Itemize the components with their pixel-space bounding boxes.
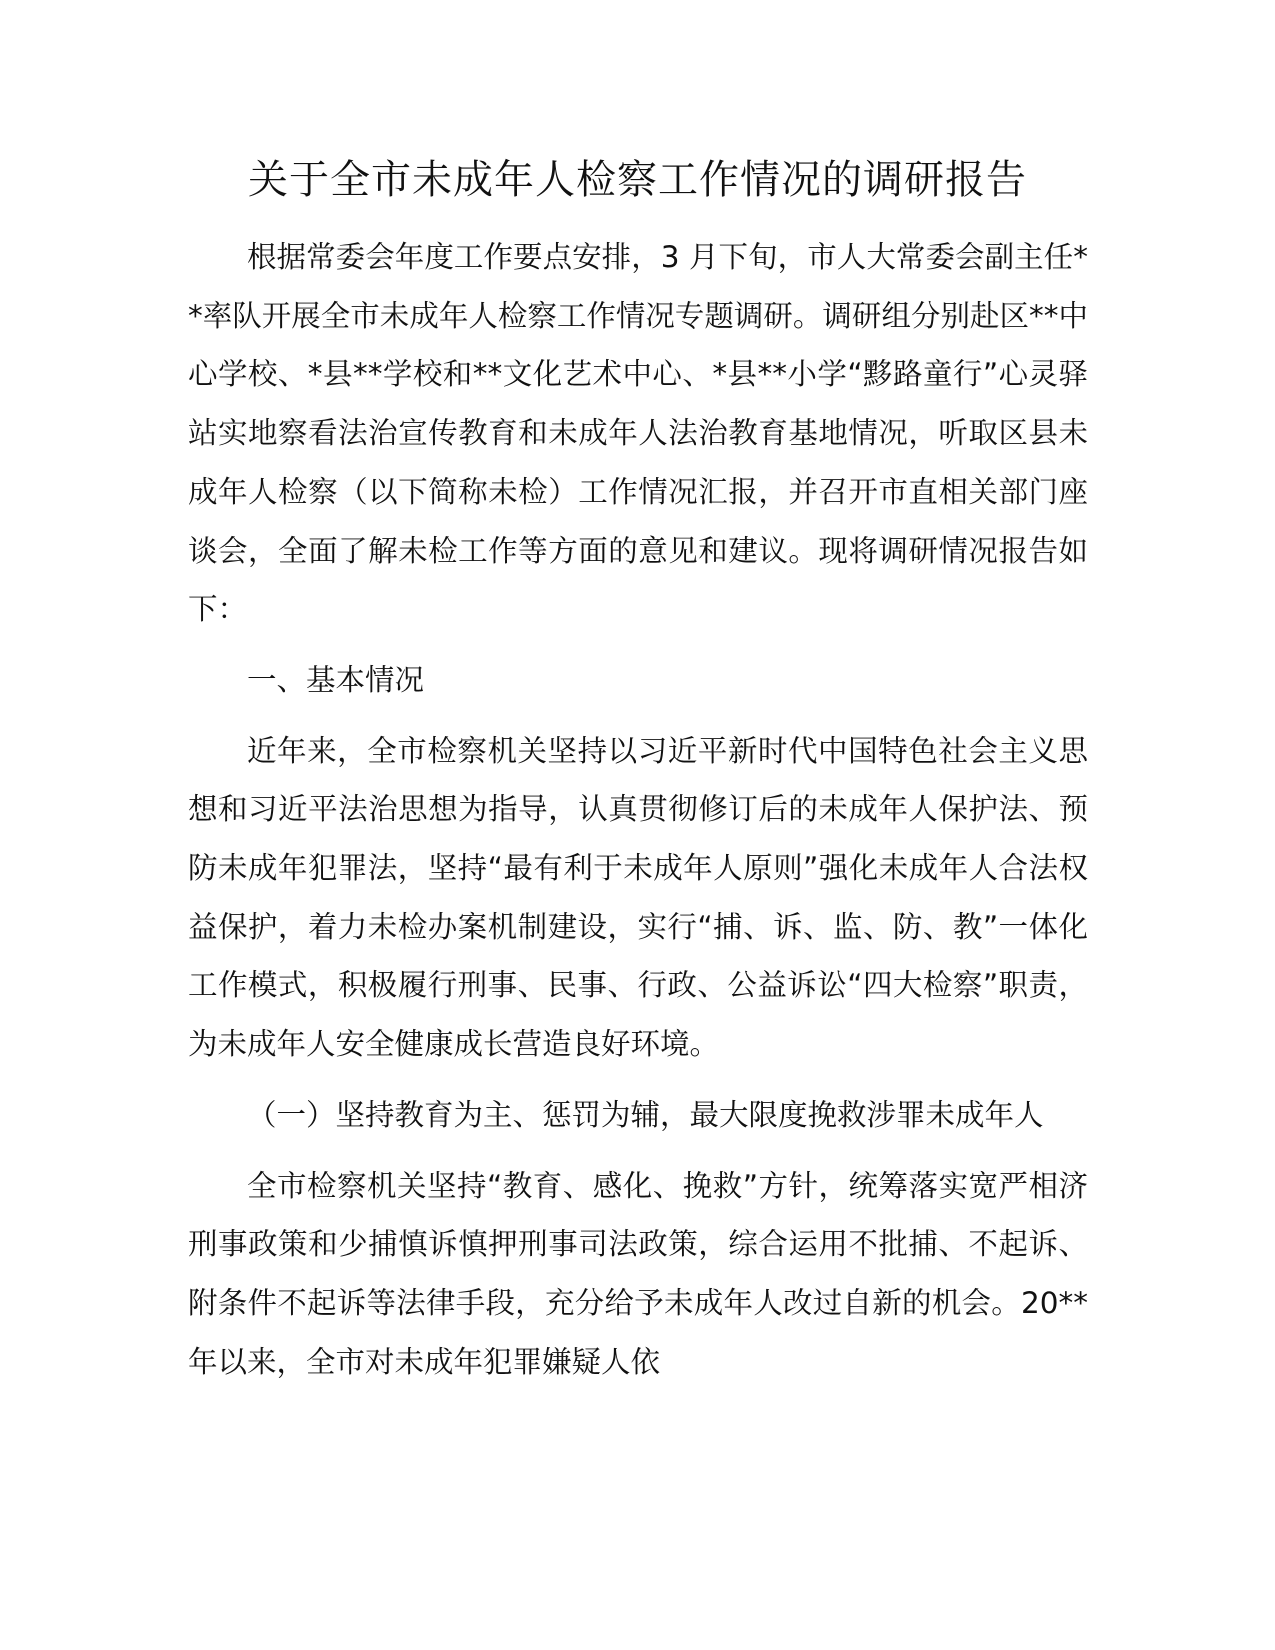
paragraph-education: 全市检察机关坚持“教育、感化、挽救”方针，统筹落实宽严相济刑事政策和少捕慎诉慎押刑事司法政策，综合运用不批捕、不起诉、附条件不起诉等法律手段，充分给予未成年人改过自新的机会。20**年以来，全市对未成年犯罪嫌疑人依 [188,1168,1088,1379]
paragraph-intro: 根据常委会年度工作要点安排，3 月下旬，市人大常委会副主任**率队开展全市未成年人检察工作情况专题调研。调研组分别赴区**中心学校、*县**学校和**文化艺术中心、*县**小学“黟路童行”心灵驿站实地察看法治宣传教育和未成年人法治教育基地情况，听取区县未成年人检察（以下简称未检）工作情况汇报，并召开市直相关部门座谈会，全面了解未检工作等方面的意见和建议。现将调研情况报告如下： [188,240,1088,627]
section-heading-basic: 一、基本情况 [247,662,425,697]
document-title: 关于全市未成年人检察工作情况的调研报告 [248,157,1027,203]
paragraph-overview: 近年来，全市检察机关坚持以习近平新时代中国特色社会主义思想和习近平法治思想为指导，认真贯彻修订后的未成年人保护法、预防未成年犯罪法，坚持“最有利于未成年人原则”强化未成年人合法权益保护，着力未检办案机制建设，实行“捕、诉、监、防、教”一体化工作模式，积极履行刑事、民事、行政、公益诉讼“四大检察”职责，为未成年人安全健康成长营造良好环境。 [188,733,1088,1062]
subsection-heading-1: （一）坚持教育为主、惩罚为辅，最大限度挽救涉罪未成年人 [247,1097,1044,1132]
document-body [188,228,1088,1391]
